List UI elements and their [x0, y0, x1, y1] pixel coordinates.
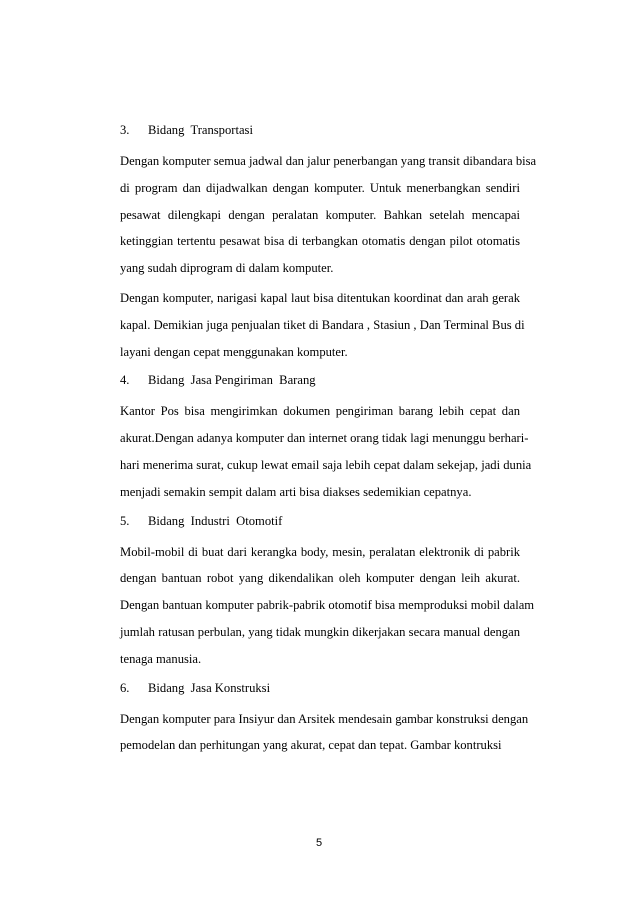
- paragraph-line: kapal. Demikian juga penjualan tiket di Bandara , Stasiun , Dan Terminal Bus di: [120, 317, 525, 332]
- paragraph-line: jumlah ratusan perbulan, yang tidak mungkin dikerjakan secara manual dengan: [120, 624, 520, 639]
- section-number: 4.: [120, 373, 130, 388]
- paragraph-line: Dengan komputer semua jadwal dan jalur penerbangan yang transit dibandara bisa: [120, 154, 537, 168]
- paragraph-line: di program dan dijadwalkan dengan komputer. Untuk menerbangkan sendiri: [120, 180, 520, 195]
- paragraph-line: dengan bantuan robot yang dikendalikan oleh komputer dengan leih akurat.: [120, 571, 520, 586]
- section-number: 6.: [120, 680, 130, 695]
- section-number: 5.: [120, 513, 130, 528]
- paragraph-line: Mobil-mobil di buat dari kerangka body, mesin, peralatan elektronik di pabrik: [120, 544, 520, 559]
- section-heading: [120, 509, 520, 533]
- paragraph-line: pesawat dilengkapi dengan peralatan komputer. Bahkan setelah mencapai: [120, 207, 520, 222]
- section-number: 3.: [120, 123, 130, 137]
- section-heading: [120, 676, 520, 700]
- paragraph-line: Dengan komputer para Insiyur dan Arsitek mendesain gambar konstruksi dengan: [120, 711, 529, 726]
- section-title: Bidang Jasa Pengiriman Barang: [148, 373, 316, 388]
- page-body: [120, 118, 537, 762]
- section-paragraph: [120, 398, 532, 505]
- section-paragraph: [120, 539, 535, 673]
- section-paragraph: [120, 285, 525, 365]
- section-title: Bidang Jasa Konstruksi: [148, 680, 271, 695]
- paragraph-line: Dengan komputer, narigasi kapal laut bisa ditentukan koordinat dan arah gerak: [120, 290, 520, 305]
- section-paragraph: [120, 148, 537, 282]
- section-heading: [120, 368, 520, 392]
- section-title: Bidang Industri Otomotif: [148, 513, 283, 528]
- paragraph-line: pemodelan dan perhitungan yang akurat, cepat dan tepat. Gambar kontruksi: [120, 738, 502, 753]
- paragraph-line: hari menerima surat, cukup lewat email saja lebih cepat dalam sekejap, jadi dunia: [120, 457, 532, 472]
- paragraph-line: Dengan bantuan komputer pabrik-pabrik otomotif bisa memproduksi mobil dalam: [120, 598, 535, 613]
- page-number: 5: [315, 837, 323, 849]
- section-title: Bidang Transportasi: [148, 123, 253, 137]
- paragraph-line: Kantor Pos bisa mengirimkan dokumen pengiriman barang lebih cepat dan: [120, 404, 520, 419]
- paragraph-line: akurat.Dengan adanya komputer dan internet orang tidak lagi menunggu berhari-: [120, 431, 529, 446]
- paragraph-line: menjadi semakin sempit dalam arti bisa diakses sedemikian cepatnya.: [120, 484, 472, 499]
- paragraph-line: yang sudah diprogram di dalam komputer.: [120, 261, 334, 276]
- section-paragraph: [120, 706, 529, 760]
- paragraph-line: tenaga manusia.: [120, 651, 202, 666]
- paragraph-line: ketinggian tertentu pesawat bisa di terbangkan otomatis dengan pilot otomatis: [120, 234, 520, 249]
- paragraph-line: layani dengan cepat menggunakan komputer.: [120, 344, 348, 359]
- section-heading: [120, 118, 520, 142]
